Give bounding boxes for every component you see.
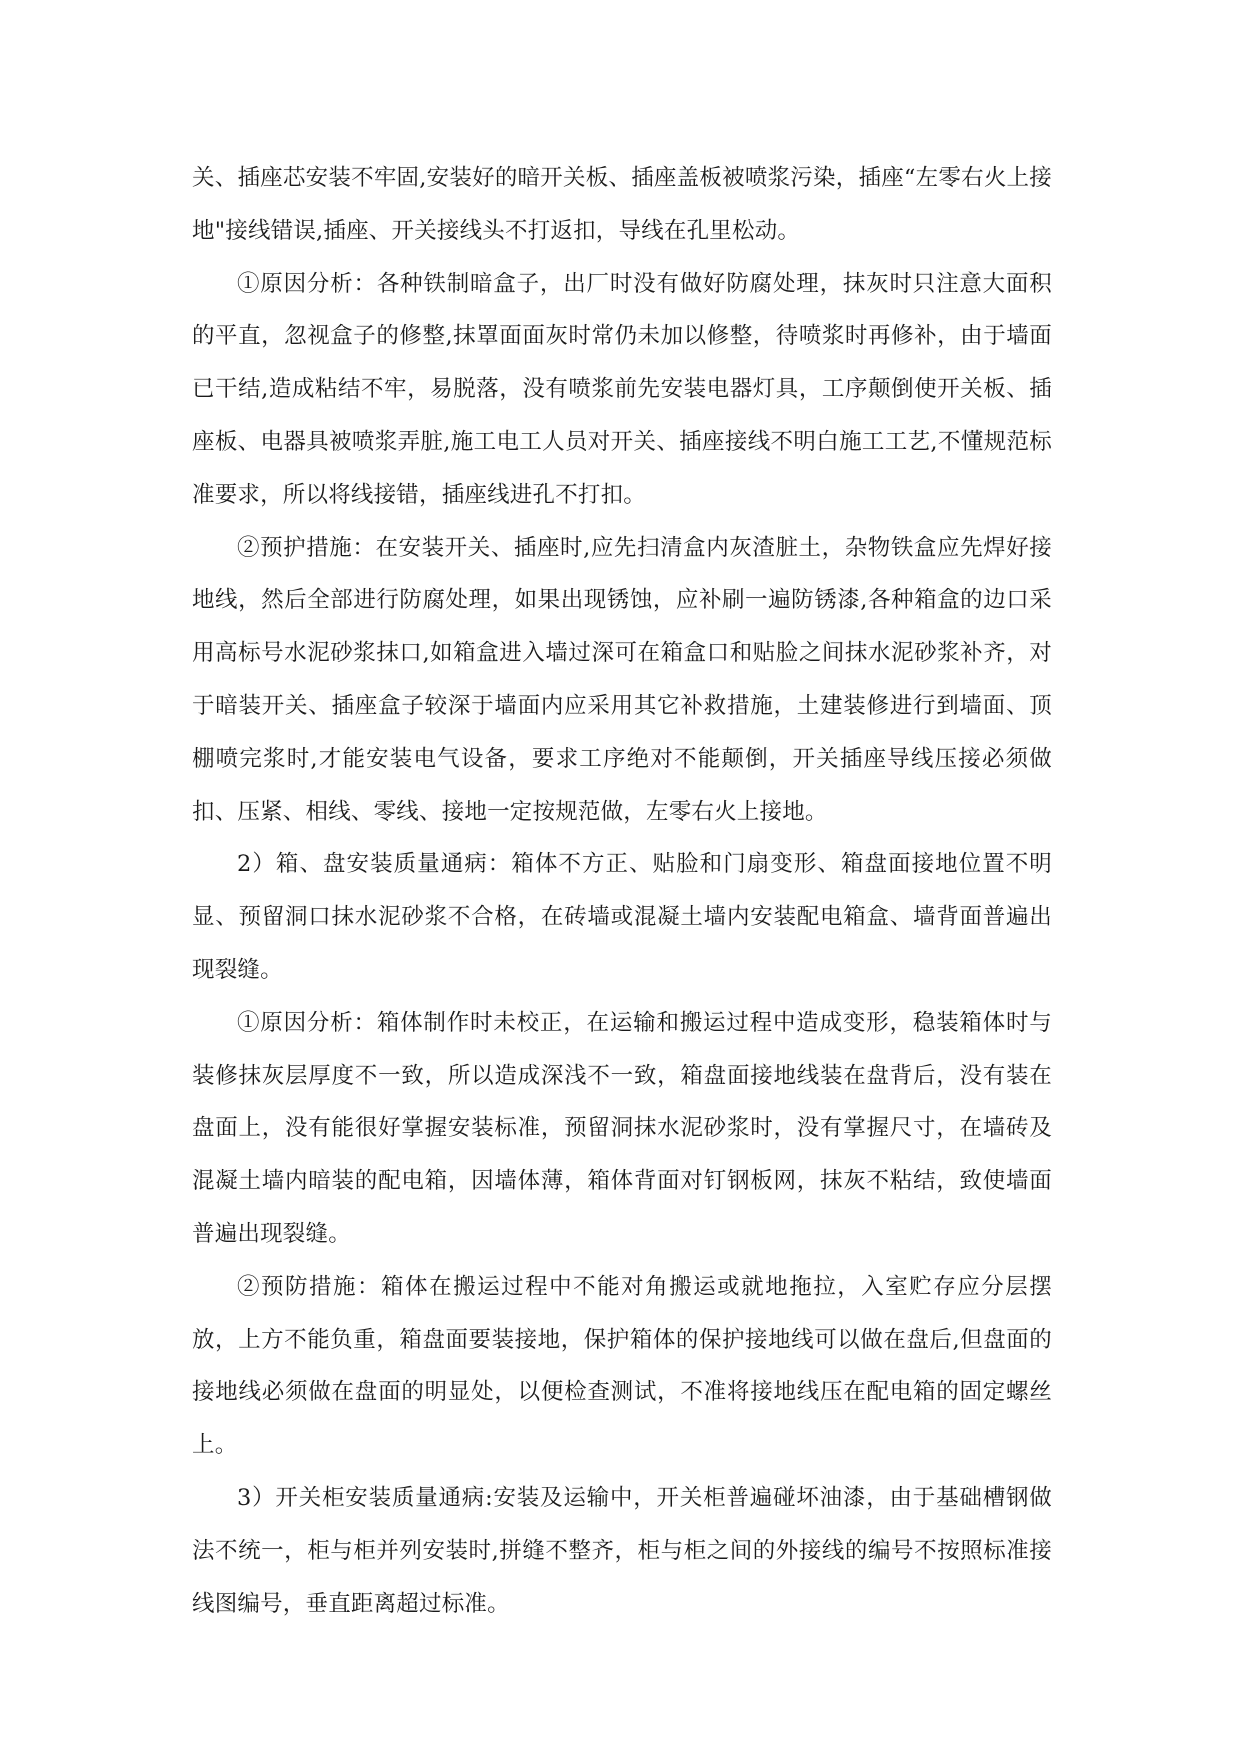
paragraph-box-panel-defects: 2）箱、盘安装质量通病：箱体不方正、贴脸和门扇变形、箱盘面接地位置不明显、预留洞口抹水泥砂浆不合格，在砖墙或混凝土墙内安装配电箱盒、墙背面普遍出现裂缝。 xyxy=(192,851,1052,983)
paragraph-prevention-box: ②预防措施：箱体在搬运过程中不能对角搬运或就地拖拉，入室贮存应分层摆放，上方不能负重，箱盘面要装接地，保护箱体的保护接地线可以做在盘后,但盘面的接地线必须做在盘面的明显处，以便检查测试，不准将接地线压在配电箱的固定螺丝上。 xyxy=(192,1273,1052,1459)
paragraph-continuation: 关、插座芯安装不牢固,安装好的暗开关板、插座盖板被喷浆污染，插座“左零右火上接地"接线错误,插座、开关接线头不打返扣，导线在孔里松动。 xyxy=(192,165,1052,244)
paragraph-prevention-switch: ②预护措施：在安装开关、插座时,应先扫清盒内灰渣脏土，杂物铁盒应先焊好接地线，然后全部进行防腐处理，如果出现锈蚀，应补刷一遍防锈漆,各种箱盒的边口采用高标号水泥砂浆抹口,如箱盒进入墙过深可在箱盒口和贴脸之间抹水泥砂浆补齐，对于暗装开关、插座盒子较深于墙面内应采用其它补救措施，土建装修进行到墙面、顶棚喷完浆时,才能安装电气设备，要求工序绝对不能颠倒，开关插座导线压接必须做扣、压紧、相线、零线、接地一定按规范做，左零右火上接地。 xyxy=(192,534,1052,825)
paragraph-cause-analysis-box: ①原因分析：箱体制作时未校正，在运输和搬运过程中造成变形，稳装箱体时与装修抹灰层厚度不一致，所以造成深浅不一致，箱盘面接地线装在盘背后，没有装在盘面上，没有能很好掌握安装标准，预留洞抹水泥砂浆时，没有掌握尺寸，在墙砖及混凝土墙内暗装的配电箱，因墙体薄，箱体背面对钉钢板网，抹灰不粘结，致使墙面普遍出现裂缝。 xyxy=(192,1009,1052,1247)
paragraph-cause-analysis-switch: ①原因分析：各种铁制暗盒子，出厂时没有做好防腐处理，抹灰时只注意大面积的平直，忽视盒子的修整,抹罩面面灰时常仍未加以修整，待喷浆时再修补，由于墙面已干结,造成粘结不牢，易脱落，没有喷浆前先安装电器灯具，工序颠倒使开关板、插座板、电器具被喷浆弄脏,施工电工人员对开关、插座接线不明白施工工艺,不懂规范标准要求，所以将线接错，插座线进孔不打扣。 xyxy=(192,270,1052,508)
paragraph-switchgear-defects: 3）开关柜安装质量通病:安装及运输中，开关柜普遍碰坏油漆，由于基础槽钢做法不统一，柜与柜并列安装时,拼缝不整齐，柜与柜之间的外接线的编号不按照标准接线图编号，垂直距离超过标准。 xyxy=(192,1484,1052,1617)
document-body xyxy=(192,152,1052,1630)
